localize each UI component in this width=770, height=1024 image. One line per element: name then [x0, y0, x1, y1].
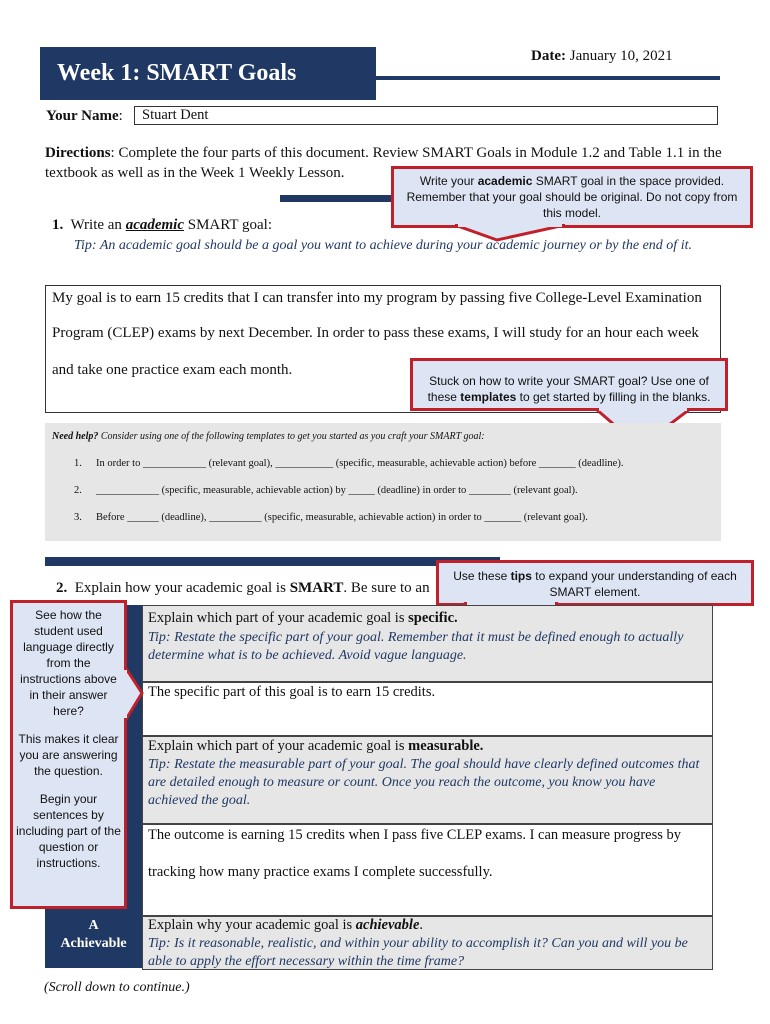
measurable-answer-line-2: tracking how many practice exams I complete successfully.	[148, 864, 493, 880]
template-number: 3.	[74, 512, 82, 523]
template-item: ____________ (specific, measurable, achievable action) by _____ (deadline) in order to ________ (relevant goal).	[96, 485, 578, 496]
specific-prompt: Explain which part of your academic goal is specific.	[148, 610, 458, 626]
directions-label: Directions	[45, 145, 111, 161]
measurable-answer-line-1: The outcome is earning 15 credits when I pass five CLEP exams. I can measure progress by	[148, 827, 681, 843]
goal-line-1: My goal is to earn 15 credits that I can transfer into my program by passing five College-Level Examination	[52, 290, 702, 306]
template-item: In order to ____________ (relevant goal), ___________ (specific, measurable, achievable action) before _______ (deadline).	[96, 458, 624, 469]
header-rule	[376, 76, 720, 80]
measurable-prompt: Explain which part of your academic goal is measurable.	[148, 738, 484, 754]
measurable-tip: Tip: Restate the measurable part of your goal. The goal should have clearly defined outcomes that are detailed enough to measure or count. Once you reach the outcome, you know you have achieved the goal.	[148, 757, 700, 808]
specific-tip: Tip: Restate the specific part of your goal. Remember that it must be defined enough to actually determine what is to be achieved. Avoid vague language.	[148, 630, 684, 663]
template-item: Before ______ (deadline), __________ (specific, measurable, achievable action) in order to _______ (relevant goal).	[96, 512, 588, 523]
callout-academic-goal: Write your academic SMART goal in the space provided. Remember that your goal should be original. Do not copy from this model.	[391, 166, 753, 228]
question-1: 1. Write an academic SMART goal:	[52, 217, 273, 233]
title-banner	[40, 47, 376, 100]
achievable-tip: Tip: Is it reasonable, realistic, and within your ability to accomplish it? Can you and will you be able to apply the effort necessary within the time frame?	[148, 936, 688, 969]
scroll-note: (Scroll down to continue.)	[44, 980, 190, 995]
callout-templates: Stuck on how to write your SMART goal? Use one of these templates to get started by filling in the blanks.	[410, 358, 728, 411]
achievable-label: A Achievable	[60, 918, 127, 951]
template-number: 2.	[74, 485, 82, 496]
achievable-prompt: Explain why your academic goal is achievable.	[148, 917, 424, 933]
question-1-tip: Tip: An academic goal should be a goal you want to achieve during your academic journey or by the end of it.	[74, 238, 692, 253]
question-2: 2. Explain how your academic goal is SMART. Be sure to an	[56, 580, 430, 596]
templates-intro: Need help? Consider using one of the following templates to get you started as you craft your SMART goal:	[52, 431, 485, 442]
page-title: Week 1: SMART Goals	[57, 60, 297, 86]
template-number: 1.	[74, 458, 82, 469]
directions-text: : Complete the four parts of this document. Review SMART Goals in Module 1.2 and Table 1.1 in the textbook as well as in the Week 1 Weekly Lesson.	[45, 145, 722, 181]
specific-answer: The specific part of this goal is to earn 15 credits.	[148, 684, 436, 700]
date-label: Date:	[531, 48, 566, 64]
goal-line-2: Program (CLEP) exams by next December. In order to pass these exams, I will study for an hour each week	[52, 325, 699, 341]
name-label: Your Name:	[46, 108, 123, 124]
callout-pointer	[124, 665, 144, 725]
goal-line-3: and take one practice exam each month.	[52, 362, 293, 378]
callout-tips: Use these tips to expand your understanding of each SMART element.	[436, 560, 754, 606]
callout-language-tips: See how the student used language directly from the instructions above in their answer here? This makes it clear you are answering the question. Begin your sentences by including part of the question or instructions.	[10, 600, 127, 909]
date-line	[531, 48, 673, 65]
date-value: January 10, 2021	[569, 48, 673, 64]
section-rule	[45, 557, 500, 566]
name-field[interactable]: Stuart Dent	[134, 106, 718, 125]
